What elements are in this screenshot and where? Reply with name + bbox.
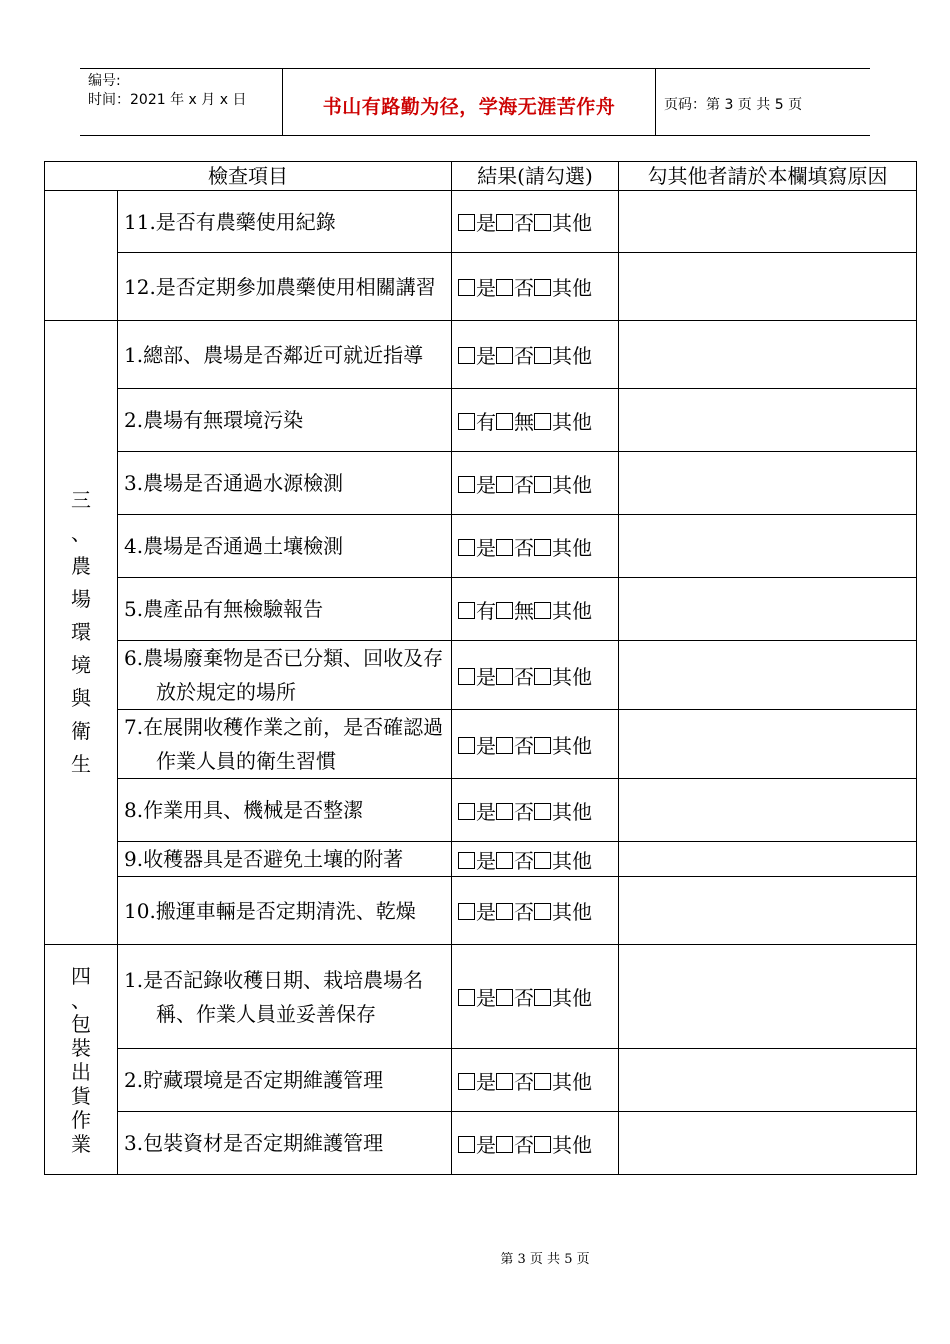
checkbox-no[interactable] bbox=[496, 602, 513, 619]
page-footer: 第 3 页 共 5 页 bbox=[500, 1252, 590, 1267]
checkbox-other[interactable] bbox=[534, 413, 551, 430]
checkbox-other[interactable] bbox=[534, 989, 551, 1006]
table-header-row bbox=[45, 162, 917, 191]
checkbox-yes[interactable] bbox=[458, 279, 475, 296]
checkbox-yes[interactable] bbox=[458, 1073, 475, 1090]
checkbox-label: 無 bbox=[514, 598, 534, 623]
reason-cell[interactable] bbox=[619, 1049, 917, 1112]
result-options bbox=[452, 710, 619, 779]
checkbox-label: 否 bbox=[514, 1069, 534, 1094]
checkbox-label: 其他 bbox=[552, 799, 592, 824]
checkbox-yes[interactable] bbox=[458, 413, 475, 430]
checkbox-label: 是 bbox=[476, 211, 496, 235]
header-bottom-rule bbox=[80, 135, 870, 136]
reason-cell[interactable] bbox=[619, 945, 917, 1049]
checkbox-label: 其他 bbox=[552, 848, 592, 873]
header-top-rule bbox=[80, 68, 870, 69]
checkbox-other[interactable] bbox=[534, 476, 551, 493]
table-row bbox=[45, 779, 917, 842]
checkbox-label: 是 bbox=[476, 733, 496, 758]
checkbox-other[interactable] bbox=[534, 903, 551, 920]
checkbox-no[interactable] bbox=[496, 852, 513, 869]
reason-cell[interactable] bbox=[619, 779, 917, 842]
checkbox-label: 否 bbox=[514, 344, 534, 368]
checkbox-no[interactable] bbox=[496, 989, 513, 1006]
table-row bbox=[45, 253, 917, 321]
checkbox-no[interactable] bbox=[496, 347, 513, 364]
inspection-item-text: 6.農場廢棄物是否已分類、回收及存放於規定的場所 bbox=[124, 646, 444, 704]
checkbox-other[interactable] bbox=[534, 539, 551, 556]
table-row bbox=[45, 842, 917, 877]
checkbox-other[interactable] bbox=[534, 803, 551, 820]
inspection-item bbox=[118, 842, 452, 877]
checkbox-label: 否 bbox=[514, 535, 534, 560]
table-row bbox=[45, 578, 917, 641]
checkbox-label: 否 bbox=[514, 733, 534, 758]
checkbox-label: 是 bbox=[476, 472, 496, 497]
checkbox-label: 有 bbox=[476, 409, 496, 434]
checkbox-label: 其他 bbox=[552, 535, 592, 560]
checkbox-label: 其他 bbox=[552, 211, 592, 235]
checkbox-label: 其他 bbox=[552, 472, 592, 497]
inspection-item bbox=[118, 641, 452, 710]
checkbox-label: 否 bbox=[514, 1132, 534, 1157]
checkbox-no[interactable] bbox=[496, 903, 513, 920]
column-header-item: 檢查項目 bbox=[45, 162, 452, 191]
reason-cell[interactable] bbox=[619, 641, 917, 710]
table-row bbox=[45, 641, 917, 710]
checkbox-label: 是 bbox=[476, 1069, 496, 1094]
inspection-item bbox=[118, 515, 452, 578]
inspection-item-text: 2.貯藏環境是否定期維護管理 bbox=[124, 1068, 384, 1092]
checkbox-other[interactable] bbox=[534, 279, 551, 296]
inspection-item-text: 3.包裝資材是否定期維護管理 bbox=[124, 1131, 384, 1155]
inspection-item-text: 9.收穫器具是否避免土壤的附著 bbox=[124, 847, 404, 871]
reason-cell[interactable] bbox=[619, 710, 917, 779]
result-options bbox=[452, 578, 619, 641]
inspection-item-text: 11.是否有農藥使用紀錄 bbox=[124, 209, 336, 234]
inspection-item bbox=[118, 1112, 452, 1175]
result-options bbox=[452, 1112, 619, 1175]
inspection-item-text: 4.農場是否通過土壤檢測 bbox=[124, 534, 344, 558]
checkbox-label: 其他 bbox=[552, 1069, 592, 1094]
checkbox-label: 是 bbox=[476, 848, 496, 873]
inspection-table bbox=[44, 161, 917, 1175]
reason-cell[interactable] bbox=[619, 515, 917, 578]
result-options bbox=[452, 452, 619, 515]
inspection-item-text: 12.是否定期參加農藥使用相關講習 bbox=[124, 274, 436, 299]
checkbox-label: 其他 bbox=[552, 344, 592, 368]
checkbox-label: 是 bbox=[476, 1132, 496, 1157]
checkbox-label: 否 bbox=[514, 986, 534, 1010]
inspection-item bbox=[118, 253, 452, 321]
header-page-info: 页码：第 3 页 共 5 页 bbox=[664, 97, 803, 113]
inspection-item bbox=[118, 877, 452, 945]
checkbox-label: 其他 bbox=[552, 900, 592, 924]
checkbox-label: 否 bbox=[514, 799, 534, 824]
result-options bbox=[452, 321, 619, 389]
result-options bbox=[452, 877, 619, 945]
checkbox-other[interactable] bbox=[534, 668, 551, 685]
reason-cell[interactable] bbox=[619, 452, 917, 515]
checkbox-yes[interactable] bbox=[458, 1136, 475, 1153]
checkbox-no[interactable] bbox=[496, 1073, 513, 1090]
checkbox-label: 否 bbox=[514, 276, 534, 300]
checkbox-no[interactable] bbox=[496, 413, 513, 430]
inspection-item bbox=[118, 191, 452, 253]
inspection-item bbox=[118, 710, 452, 779]
checkbox-label: 有 bbox=[476, 598, 496, 623]
inspection-item-text: 8.作業用具、機械是否整潔 bbox=[124, 798, 364, 822]
checkbox-label: 其他 bbox=[552, 598, 592, 623]
checkbox-label: 是 bbox=[476, 276, 496, 300]
inspection-item-text: 7.在展開收穫作業之前，是否確認過作業人員的衛生習慣 bbox=[124, 715, 444, 773]
checkbox-no[interactable] bbox=[496, 539, 513, 556]
checkbox-no[interactable] bbox=[496, 1136, 513, 1153]
table-row bbox=[45, 710, 917, 779]
checkbox-label: 否 bbox=[514, 848, 534, 873]
checkbox-other[interactable] bbox=[534, 1073, 551, 1090]
result-options bbox=[452, 945, 619, 1049]
table-row bbox=[45, 389, 917, 452]
inspection-item-text: 1.總部、農場是否鄰近可就近指導 bbox=[124, 342, 424, 367]
checkbox-label: 其他 bbox=[552, 276, 592, 300]
section-label bbox=[45, 945, 118, 1175]
checkbox-label: 無 bbox=[514, 409, 534, 434]
section-label bbox=[45, 191, 118, 321]
result-options bbox=[452, 389, 619, 452]
reason-cell[interactable] bbox=[619, 253, 917, 321]
checkbox-no[interactable] bbox=[496, 803, 513, 820]
checkbox-label: 其他 bbox=[552, 1132, 592, 1157]
inspection-item-text: 1.是否記錄收穫日期、栽培農場名稱、作業人員並妥善保存 bbox=[124, 967, 424, 1026]
inspection-item-text: 3.農場是否通過水源檢測 bbox=[124, 471, 344, 495]
table-row bbox=[45, 452, 917, 515]
table-row bbox=[45, 515, 917, 578]
date-label: 时间：2021 年 x 月 x 日 bbox=[88, 92, 247, 108]
checkbox-yes[interactable] bbox=[458, 852, 475, 869]
section-label bbox=[45, 321, 118, 945]
column-header-reason: 勾其他者請於本欄填寫原因 bbox=[619, 162, 917, 191]
checkbox-label: 是 bbox=[476, 344, 496, 368]
reason-cell[interactable] bbox=[619, 578, 917, 641]
reason-cell[interactable] bbox=[619, 389, 917, 452]
inspection-item-text: 10.搬運車輛是否定期清洗、乾燥 bbox=[124, 898, 416, 923]
checkbox-label: 是 bbox=[476, 799, 496, 824]
checkbox-label: 否 bbox=[514, 472, 534, 497]
table-row bbox=[45, 877, 917, 945]
checkbox-yes[interactable] bbox=[458, 347, 475, 364]
header-motto: 书山有路勤为径，学海无涯苦作舟 bbox=[322, 96, 616, 118]
table-row bbox=[45, 945, 917, 1049]
result-options bbox=[452, 191, 619, 253]
reason-cell[interactable] bbox=[619, 1112, 917, 1175]
inspection-item-text: 2.農場有無環境污染 bbox=[124, 408, 304, 432]
checkbox-yes[interactable] bbox=[458, 803, 475, 820]
checkbox-other[interactable] bbox=[534, 737, 551, 754]
column-header-result: 結果(請勾選) bbox=[452, 162, 619, 191]
inspection-item bbox=[118, 452, 452, 515]
table-row bbox=[45, 1112, 917, 1175]
checkbox-no[interactable] bbox=[496, 476, 513, 493]
checkbox-no[interactable] bbox=[496, 668, 513, 685]
checkbox-yes[interactable] bbox=[458, 476, 475, 493]
checkbox-label: 否 bbox=[514, 664, 534, 689]
table-row bbox=[45, 321, 917, 389]
result-options bbox=[452, 253, 619, 321]
checkbox-label: 否 bbox=[514, 900, 534, 924]
checkbox-yes[interactable] bbox=[458, 214, 475, 231]
checkbox-label: 是 bbox=[476, 900, 496, 924]
reason-cell[interactable] bbox=[619, 191, 917, 253]
checkbox-label: 是 bbox=[476, 664, 496, 689]
section-label-text: 三 、 農 場 環 境 與 衛 生 bbox=[71, 488, 91, 776]
reason-cell[interactable] bbox=[619, 842, 917, 877]
table-row bbox=[45, 191, 917, 253]
checkbox-other[interactable] bbox=[534, 852, 551, 869]
checkbox-label: 是 bbox=[476, 986, 496, 1010]
section-label-text: 四 、 包 裝 出 貨 作 業 bbox=[71, 963, 91, 1156]
code-label: 编号: bbox=[88, 73, 121, 89]
checkbox-yes[interactable] bbox=[458, 602, 475, 619]
header-meta bbox=[88, 72, 246, 110]
result-options bbox=[452, 842, 619, 877]
inspection-item bbox=[118, 389, 452, 452]
checkbox-other[interactable] bbox=[534, 1136, 551, 1153]
checkbox-no[interactable] bbox=[496, 214, 513, 231]
checkbox-label: 其他 bbox=[552, 409, 592, 434]
inspection-item bbox=[118, 578, 452, 641]
checkbox-label: 否 bbox=[514, 211, 534, 235]
checkbox-other[interactable] bbox=[534, 602, 551, 619]
inspection-item bbox=[118, 1049, 452, 1112]
reason-cell[interactable] bbox=[619, 321, 917, 389]
result-options bbox=[452, 779, 619, 842]
checkbox-yes[interactable] bbox=[458, 903, 475, 920]
checkbox-other[interactable] bbox=[534, 347, 551, 364]
result-options bbox=[452, 515, 619, 578]
checkbox-label: 其他 bbox=[552, 733, 592, 758]
checkbox-no[interactable] bbox=[496, 737, 513, 754]
checkbox-label: 其他 bbox=[552, 986, 592, 1010]
reason-cell[interactable] bbox=[619, 877, 917, 945]
table-row bbox=[45, 1049, 917, 1112]
inspection-item bbox=[118, 779, 452, 842]
inspection-item bbox=[118, 945, 452, 1049]
result-options bbox=[452, 1049, 619, 1112]
checkbox-no[interactable] bbox=[496, 279, 513, 296]
checkbox-yes[interactable] bbox=[458, 737, 475, 754]
checkbox-yes[interactable] bbox=[458, 539, 475, 556]
header-divider bbox=[655, 68, 656, 135]
inspection-item bbox=[118, 321, 452, 389]
checkbox-other[interactable] bbox=[534, 214, 551, 231]
checkbox-label: 是 bbox=[476, 535, 496, 560]
checkbox-yes[interactable] bbox=[458, 989, 475, 1006]
inspection-item-text: 5.農產品有無檢驗報告 bbox=[124, 597, 324, 621]
result-options bbox=[452, 641, 619, 710]
checkbox-label: 其他 bbox=[552, 664, 592, 689]
checkbox-yes[interactable] bbox=[458, 668, 475, 685]
